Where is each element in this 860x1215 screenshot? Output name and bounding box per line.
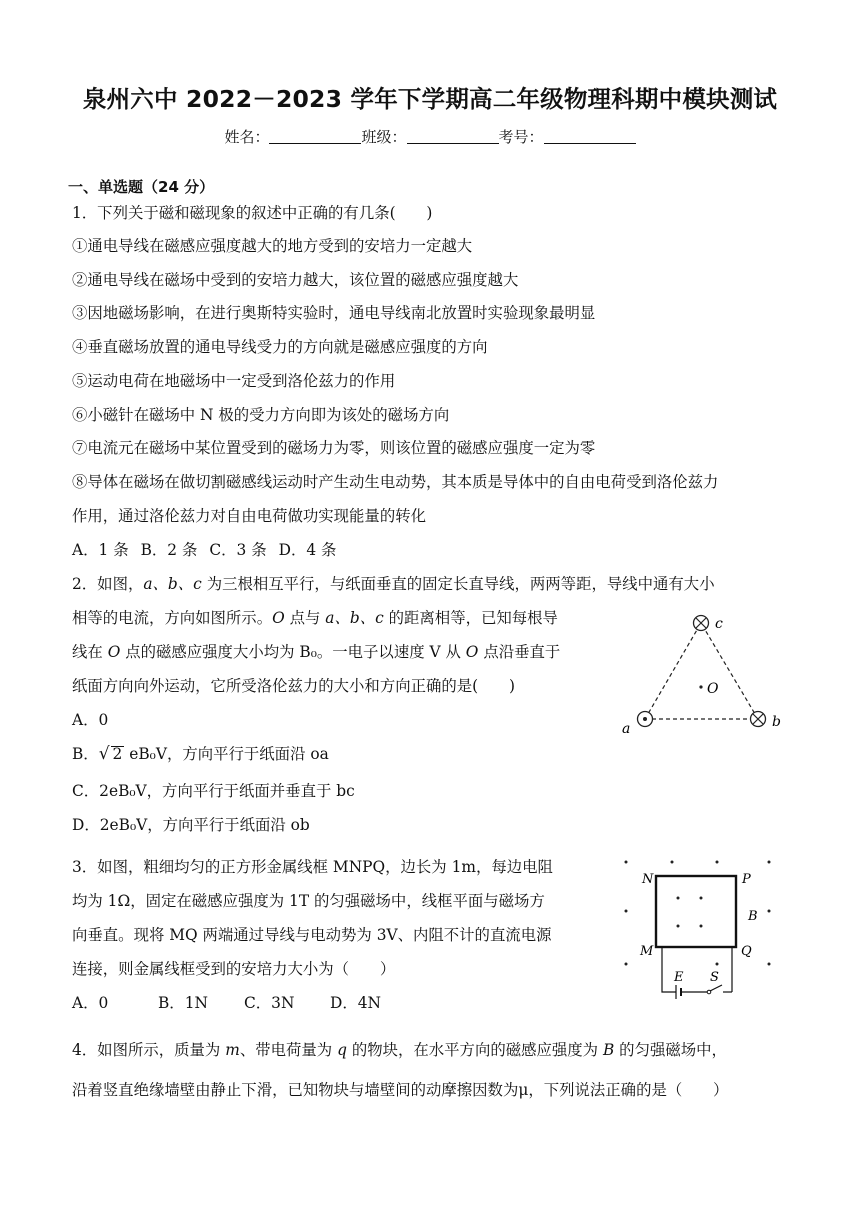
wire-a-out-of-page-icon bbox=[638, 712, 653, 727]
q1-options bbox=[72, 538, 348, 560]
q1-option-a[interactable]: A．1 条 bbox=[72, 541, 129, 559]
name-blank[interactable] bbox=[269, 129, 361, 144]
fig-label-m: M bbox=[640, 944, 654, 959]
q2-text: 点的磁感应强度大小均为 B₀。一电子以速度 V 从 bbox=[120, 643, 466, 661]
q2-line-1 bbox=[72, 572, 715, 594]
q2-text: 相等的电流，方向如图所示。 bbox=[72, 609, 273, 627]
fig-label-c: c bbox=[715, 616, 723, 632]
q4-line-2: 沿着竖直绝缘墙壁由静止下滑，已知物块与墙壁间的动摩擦因数为μ，下列说法正确的是（ ） bbox=[72, 1081, 729, 1099]
q1-item-8-cont: 作用，通过洛伦兹力对自由电荷做功实现能量的转化 bbox=[72, 507, 426, 525]
q3-line-2: 均为 1Ω，固定在磁感应强度为 1T 的匀强磁场中，线框平面与磁场方 bbox=[72, 892, 545, 910]
q3-option-d[interactable]: D．4N bbox=[330, 994, 381, 1012]
q2-point-o: O bbox=[465, 643, 479, 661]
wire-b-into-page-icon bbox=[751, 712, 766, 727]
q1-item-3: ③因地磁场影响，在进行奥斯特实验时，通电导线南北放置时实验现象最明显 bbox=[72, 304, 596, 322]
q4-text: 的匀强磁场中， bbox=[614, 1041, 727, 1059]
q1-option-d[interactable]: D．4 条 bbox=[278, 541, 337, 559]
q1-item-8: ⑧导体在磁场在做切割磁感线运动时产生动生电动势，其本质是导体中的自由电荷受到洛伦兹力 bbox=[72, 473, 719, 491]
q4-text: 4．如图所示，质量为 bbox=[72, 1041, 226, 1059]
class-label: 班级： bbox=[361, 128, 407, 146]
q2-text: 点与 bbox=[284, 609, 326, 627]
q2-option-a[interactable]: A．0 bbox=[72, 711, 109, 729]
q2-option-b-radicand: 2 bbox=[112, 745, 123, 763]
exam-number-blank[interactable] bbox=[544, 129, 636, 144]
q3-option-c[interactable]: C．3N bbox=[244, 994, 295, 1012]
q2-point-o: O bbox=[272, 609, 285, 627]
q1-item-7: ⑦电流元在磁场中某位置受到的磁场力为零，则该位置的磁感应强度一定为零 bbox=[72, 439, 596, 457]
fig-label-o: O bbox=[707, 681, 719, 697]
exam-number-label: 考号： bbox=[498, 128, 544, 146]
q3-line-1: 3．如图，粗细均匀的正方形金属线框 MNPQ，边长为 1m，每边电阻 bbox=[72, 858, 553, 876]
q4-text: 的物块，在水平方向的磁感应强度为 bbox=[346, 1041, 603, 1059]
fig-label-q: Q bbox=[741, 944, 752, 959]
q2-line-3 bbox=[72, 640, 560, 662]
switch-icon bbox=[710, 985, 722, 991]
q2-line-2 bbox=[72, 606, 558, 628]
fig-label-n: N bbox=[642, 872, 654, 887]
q3-frame-figure bbox=[612, 852, 792, 1012]
fig-label-p: P bbox=[742, 872, 751, 887]
student-info-row bbox=[0, 126, 860, 147]
wire-c-into-page-icon bbox=[694, 616, 709, 631]
q2-text: 的距离相等，已知每根导 bbox=[383, 609, 558, 627]
point-o-dot bbox=[699, 685, 702, 688]
q1-item-1: ①通电导线在磁感应强度越大的地方受到的安培力一定越大 bbox=[72, 237, 473, 255]
q1-option-c[interactable]: C．3 条 bbox=[209, 541, 267, 559]
class-blank[interactable] bbox=[407, 129, 499, 144]
q2-text: 为三根相互平行，与纸面垂直的固定长直导线，两两等距，导线中通有大小 bbox=[201, 575, 715, 593]
q2-triangle-figure bbox=[612, 606, 792, 736]
q2-option-b-text: eB₀V，方向平行于纸面沿 oa bbox=[124, 745, 329, 763]
q4-text: 、带电荷量为 bbox=[239, 1041, 338, 1059]
fig-label-b: b bbox=[772, 714, 781, 730]
section-heading: 一、单选题（24 分） bbox=[68, 178, 215, 196]
q2-option-d[interactable]: D．2eB₀V，方向平行于纸面沿 ob bbox=[72, 816, 310, 834]
q3-option-b[interactable]: B．1N bbox=[158, 994, 208, 1012]
q2-wires-label: a、b、c bbox=[325, 609, 384, 627]
q2-option-c[interactable]: C．2eB₀V，方向平行于纸面并垂直于 bc bbox=[72, 782, 355, 800]
q2-line-4: 纸面方向向外运动，它所受洛伦兹力的大小和方向正确的是( ) bbox=[72, 677, 515, 695]
q4-var-m: m bbox=[225, 1041, 240, 1059]
q2-option-b[interactable] bbox=[72, 742, 329, 764]
q1-item-6: ⑥小磁针在磁场中 N 极的受力方向即为该处的磁场方向 bbox=[72, 406, 450, 424]
q2-wires-label: a、b、c bbox=[143, 575, 202, 593]
q1-item-2: ②通电导线在磁场中受到的安培力越大，该位置的磁感应强度越大 bbox=[72, 271, 519, 289]
fig-label-b-field: B bbox=[748, 909, 758, 924]
q3-options bbox=[72, 991, 416, 1013]
q2-text: 2．如图， bbox=[72, 575, 144, 593]
q1-item-4: ④垂直磁场放置的通电导线受力的方向就是磁感应强度的方向 bbox=[72, 338, 488, 356]
q1-item-5: ⑤运动电荷在地磁场中一定受到洛伦兹力的作用 bbox=[72, 372, 396, 390]
q3-option-a[interactable]: A．0 bbox=[72, 994, 109, 1012]
name-label: 姓名： bbox=[224, 128, 270, 146]
fig-label-a: a bbox=[622, 721, 631, 736]
q2-text: 点沿垂直于 bbox=[478, 643, 561, 661]
square-frame bbox=[656, 876, 736, 947]
q1-stem: 1．下列关于磁和磁现象的叙述中正确的有几条( ) bbox=[72, 204, 433, 222]
q2-point-o: O bbox=[107, 643, 121, 661]
sqrt-icon: √ bbox=[98, 744, 110, 764]
fig-label-s: S bbox=[710, 970, 719, 985]
q4-var-b: B bbox=[602, 1041, 615, 1059]
q2-option-b-prefix: B． bbox=[72, 745, 99, 763]
q4-line-1 bbox=[72, 1038, 727, 1060]
exam-title: 泉州六中 2022－2023 学年下学期高二年级物理科期中模块测试 bbox=[82, 85, 778, 113]
q4-var-q: q bbox=[337, 1041, 347, 1059]
fig-label-e: E bbox=[674, 970, 684, 985]
q2-text: 线在 bbox=[72, 643, 108, 661]
q1-option-b[interactable]: B．2 条 bbox=[140, 541, 198, 559]
q3-line-3: 向垂直。现将 MQ 两端通过导线与电动势为 3V、内阻不计的直流电源 bbox=[72, 926, 552, 944]
q3-line-4: 连接，则金属线框受到的安培力大小为（ ） bbox=[72, 960, 396, 978]
